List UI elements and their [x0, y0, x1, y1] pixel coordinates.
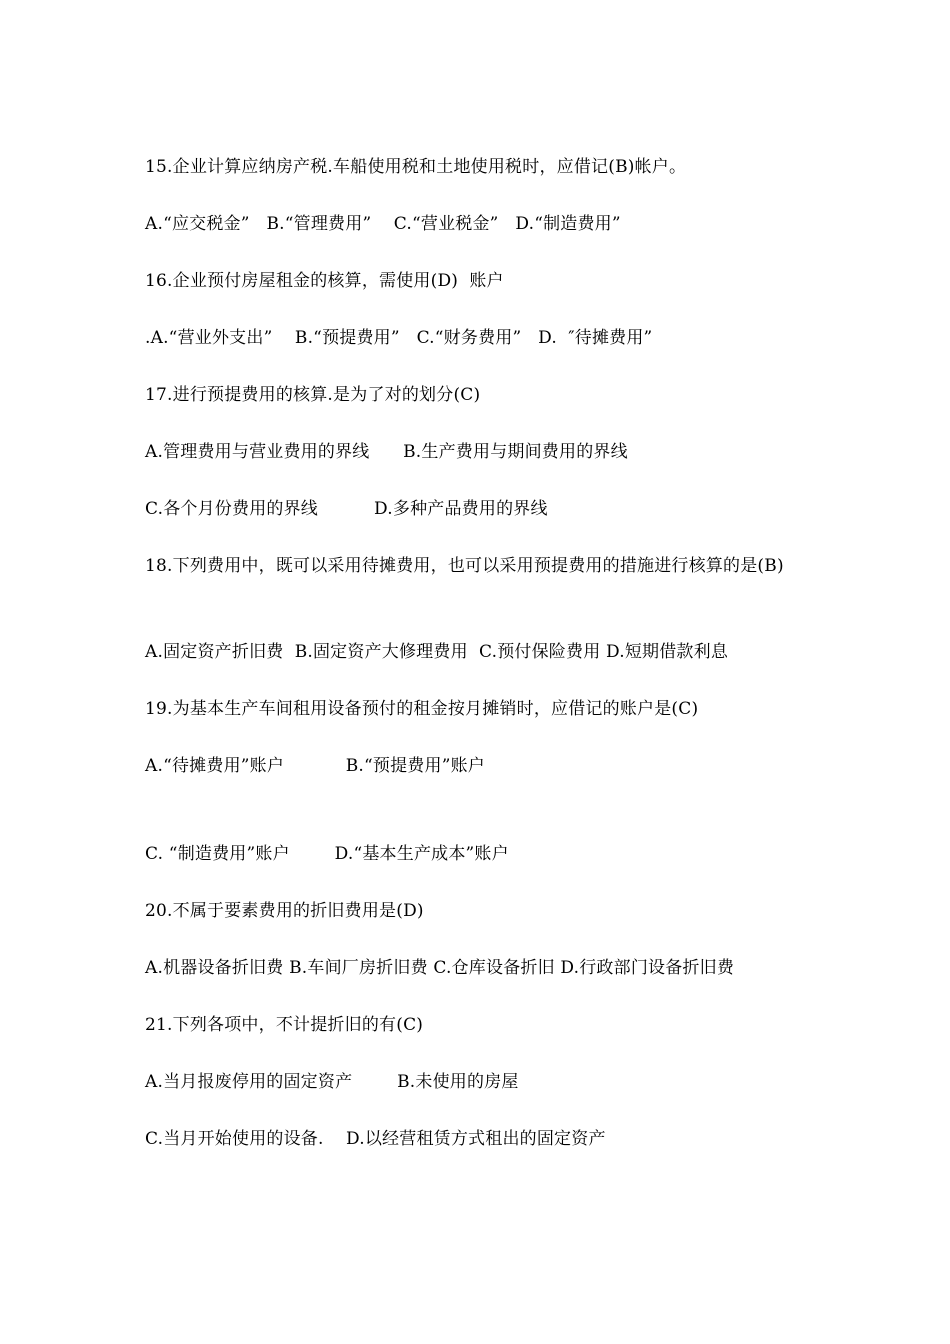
question-16: 16.企业预付房屋租金的核算，需使用(D) 账户 — [145, 271, 504, 291]
question-19: 19.为基本生产车间租用设备预付的租金按月摊销时，应借记的账户是(C) — [145, 699, 699, 719]
question-15: 15.企业计算应纳房产税.车船使用税和土地使用税时，应借记(B)帐户。 — [145, 157, 687, 177]
question-18-options: A.固定资产折旧费 B.固定资产大修理费用 C.预付保险费用 D.短期借款利息 — [145, 642, 729, 662]
question-21-options-cd: C.当月开始使用的设备. D.以经营租赁方式租出的固定资产 — [145, 1129, 606, 1149]
question-18: 18.下列费用中，既可以采用待摊费用，也可以采用预提费用的措施进行核算的是(B) — [145, 556, 784, 576]
question-19-options-ab: A.“待摊费用”账户 B.“预提费用”账户 — [145, 756, 485, 776]
question-17-options-ab: A.管理费用与营业费用的界线 B.生产费用与期间费用的界线 — [145, 442, 628, 462]
question-16-options: .A.“营业外支出” B.“预提费用” C.“财务费用” D. ″待摊费用” — [145, 328, 653, 348]
question-20: 20.不属于要素费用的折旧费用是(D) — [145, 901, 424, 921]
question-17: 17.进行预提费用的核算.是为了对的划分(C) — [145, 385, 481, 405]
question-15-options: A.“应交税金” B.“管理费用” C.“营业税金” D.“制造费用” — [145, 214, 621, 234]
question-17-options-cd: C.各个月份费用的界线 D.多种产品费用的界线 — [145, 499, 548, 519]
question-21-options-ab: A.当月报废停用的固定资产 B.未使用的房屋 — [145, 1072, 519, 1092]
question-20-options: A.机器设备折旧费 B.车间厂房折旧费 C.仓库设备折旧 D.行政部门设备折旧费 — [145, 958, 735, 978]
question-19-options-cd: C. “制造费用”账户 D.“基本生产成本”账户 — [145, 844, 509, 864]
question-21: 21.下列各项中，不计提折旧的有(C) — [145, 1015, 424, 1035]
